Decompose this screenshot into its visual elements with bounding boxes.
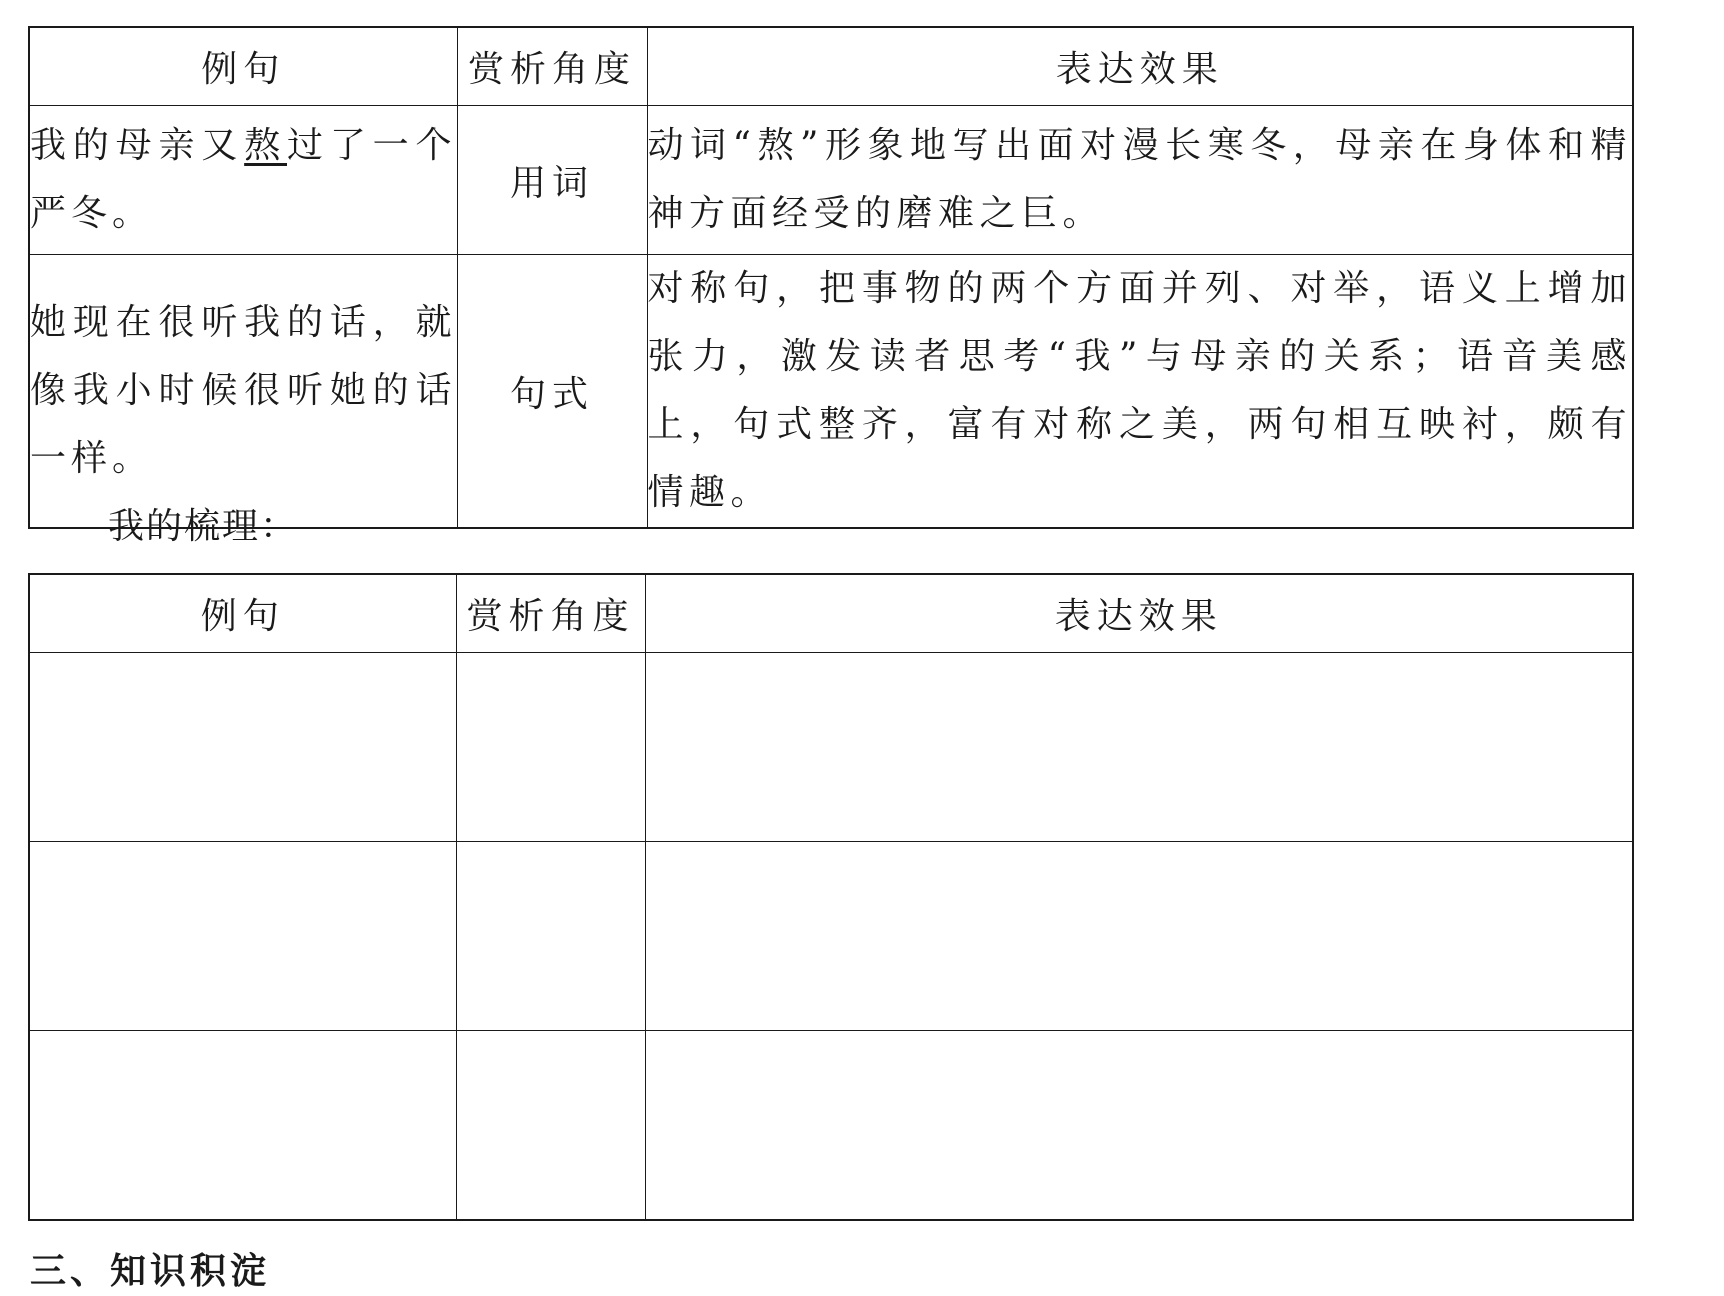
appreciation-angle: 用词 [457,106,647,255]
underlined-word: 熬 [244,125,287,166]
combing-label: 我的梳理： [108,506,299,547]
appreciation-angle: 句式 [457,255,647,529]
table-row [29,106,1633,255]
table-row [29,255,1633,529]
header-angle: 赏析角度 [456,574,645,653]
header-effect: 表达效果 [647,27,1633,106]
example-sentence: 她现在很听我的话，就像我小时候很听她的话一样。 [29,255,457,529]
example-table [28,26,1634,529]
sentence-part: 过了一个严冬。 [30,125,457,234]
blank-effect-cell[interactable] [645,653,1633,842]
expression-effect: 对称句，把事物的两个方面并列、对举，语义上增加张力，激发读者思考“我”与母亲的关系；语音美感上，句式整齐，富有对称之美，两句相互映衬，颇有情趣。 [647,255,1633,529]
header-sentence: 例句 [29,574,456,653]
header-angle: 赏析角度 [457,27,647,106]
blank-effect-cell[interactable] [645,842,1633,1031]
blank-angle-cell[interactable] [456,653,645,842]
example-sentence [29,106,457,255]
blank-row [29,1031,1633,1221]
blank-effect-cell[interactable] [645,1031,1633,1221]
blank-sentence-cell[interactable] [29,842,456,1031]
blank-row [29,842,1633,1031]
blank-row [29,653,1633,842]
sentence-part: 我的母亲又 [30,125,245,166]
header-row [29,574,1633,653]
next-section-title: 三、知识积淀 [30,1250,271,1292]
expression-effect: 动词“熬”形象地写出面对漫长寒冬，母亲在身体和精神方面经受的磨难之巨。 [647,106,1633,255]
header-effect: 表达效果 [645,574,1633,653]
blank-table [28,573,1634,1221]
blank-angle-cell[interactable] [456,1031,645,1221]
blank-sentence-cell[interactable] [29,653,456,842]
blank-sentence-cell[interactable] [29,1031,456,1221]
header-sentence: 例句 [29,27,457,106]
header-row [29,27,1633,106]
blank-angle-cell[interactable] [456,842,645,1031]
